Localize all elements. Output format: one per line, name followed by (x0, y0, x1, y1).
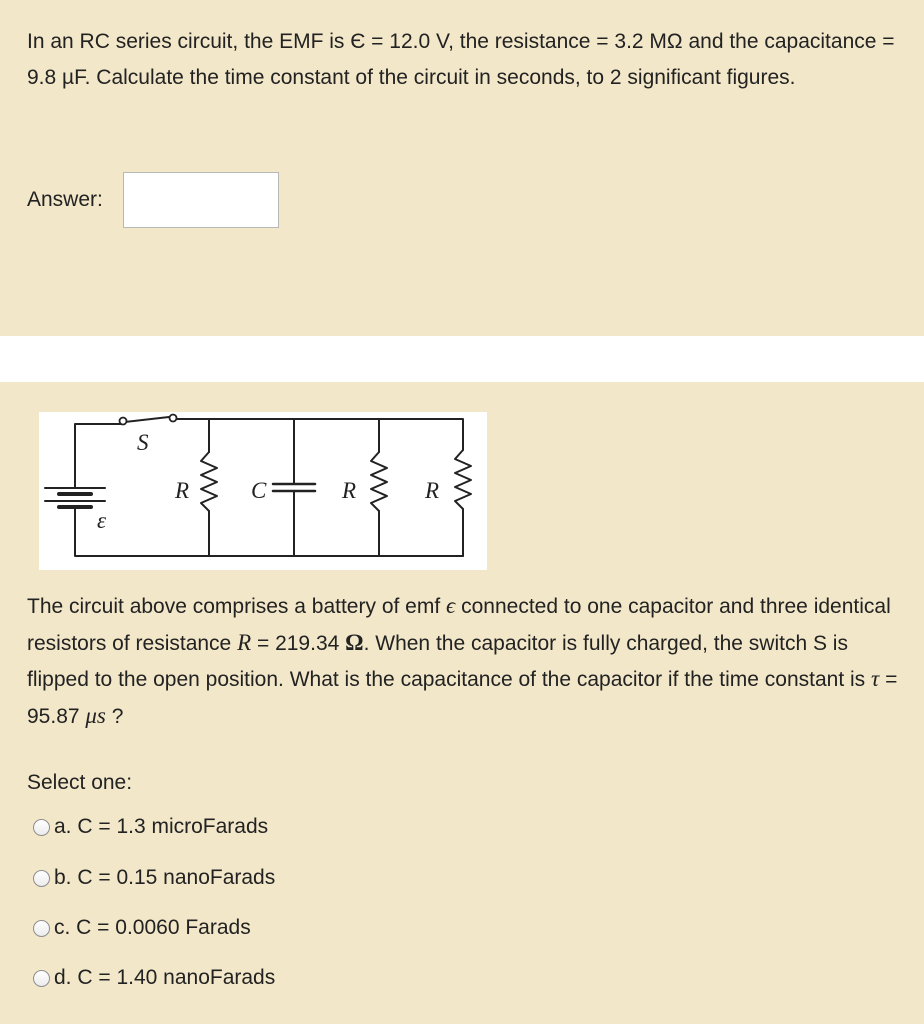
tau-value: 95.87 (27, 704, 86, 728)
question-1-text: In an RC series circuit, the EMF is Є = 12.0 V, the resistance = 3.2 MΩ and the capacitance = 9.8 µF. Calculate the time constant of the circuit in seconds, to 2 significant figures. (27, 30, 895, 89)
tau-symbol: τ (871, 666, 880, 691)
resistor-3-zigzag (455, 450, 471, 509)
option-c-label: c. C = 0.0060 Farads (54, 916, 251, 939)
radio-option-a[interactable] (33, 819, 50, 836)
resistance-value: 219.34 (275, 631, 346, 655)
option-d-label: d. C = 1.40 nanoFarads (54, 966, 276, 989)
switch-blade (125, 417, 169, 422)
question-2-panel (0, 382, 924, 1024)
emf-label: ε (97, 508, 107, 533)
radio-option-c[interactable] (33, 920, 50, 937)
circuit-diagram-svg (39, 412, 487, 570)
wire-left-top (75, 424, 121, 487)
equals-sign-2: = (879, 668, 898, 691)
equals-sign: = (251, 631, 276, 655)
switch-terminal-left (120, 418, 127, 425)
resistance-symbol: R (237, 629, 252, 655)
q2-text-part3: . When the capacitor is fully charged, the switch S is flipped to the open position. What is the capacitance of the capacitor if the time constant is (27, 631, 871, 691)
option-a[interactable] (33, 812, 268, 842)
q2-text-part1: The circuit above comprises a battery of emf (27, 595, 447, 618)
circuit-diagram (39, 412, 487, 570)
option-b[interactable] (33, 863, 275, 893)
answer-label: Answer: (27, 188, 103, 211)
select-one-label: Select one: (27, 771, 133, 794)
switch-terminal-right (170, 415, 177, 422)
q2-text-part4: ? (105, 704, 124, 728)
question-2-text (27, 588, 912, 734)
resistor-2-label: R (342, 478, 357, 503)
radio-option-d[interactable] (33, 970, 50, 987)
option-d[interactable] (33, 963, 275, 993)
question-1-panel (0, 0, 924, 336)
resistor-1-zigzag (201, 452, 217, 511)
wire-switch-right (176, 419, 463, 450)
wire-left-bottom (75, 509, 463, 556)
resistor-1-label: R (175, 478, 190, 503)
switch-label: S (137, 430, 149, 455)
capacitor-label: C (251, 478, 267, 503)
radio-option-b[interactable] (33, 870, 50, 887)
resistor-2-zigzag (371, 452, 387, 511)
option-a-label: a. C = 1.3 microFarads (54, 815, 269, 838)
q2-text-part2: connected to one capacitor and three identical resistors of resistance (27, 595, 891, 655)
resistor-3-label: R (425, 478, 440, 503)
ohm-symbol: Ω (345, 629, 364, 655)
answer-input[interactable] (123, 172, 279, 228)
option-b-label: b. C = 0.15 nanoFarads (54, 866, 276, 889)
option-c[interactable] (33, 913, 251, 943)
microsecond-unit: μs (85, 702, 106, 728)
emf-symbol: ϵ (446, 593, 456, 618)
